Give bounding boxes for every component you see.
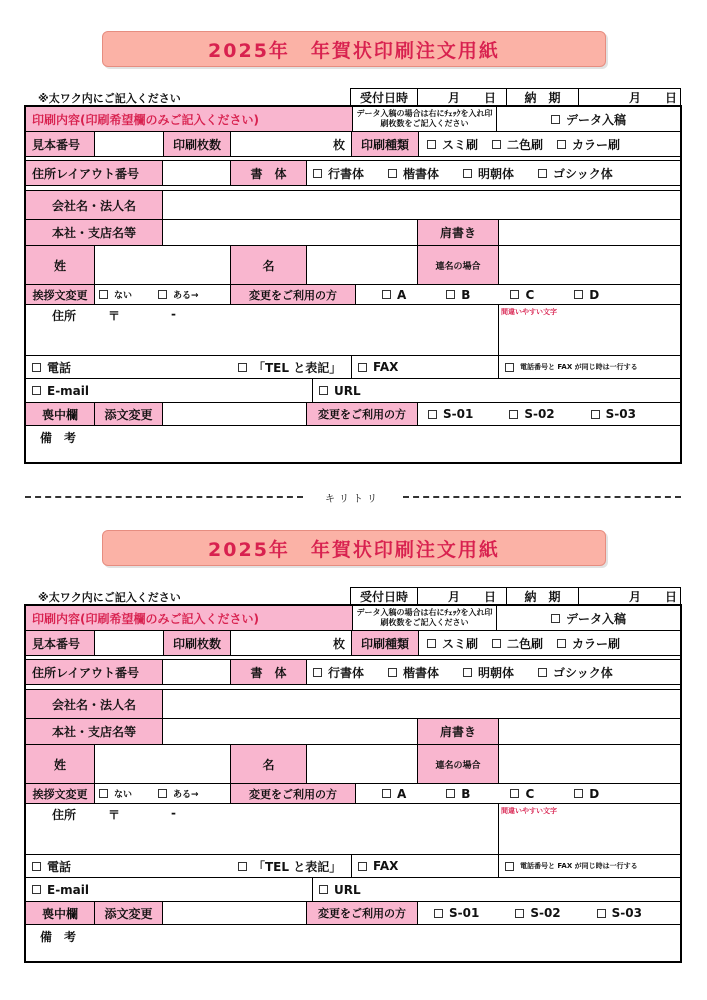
- checkbox[interactable]: [591, 410, 600, 419]
- checkbox[interactable]: [428, 410, 437, 419]
- print-type-sumi[interactable]: スミ刷: [427, 635, 478, 652]
- print-count-field[interactable]: [230, 630, 352, 656]
- data-submission-text: データ入稿: [565, 112, 626, 127]
- tel-notation-option[interactable]: 「TEL と表記」: [238, 359, 341, 376]
- mourning-s01[interactable]: S-01: [428, 407, 473, 421]
- sample-no-label: 見本番号: [25, 630, 95, 656]
- data-submission-option[interactable]: [496, 106, 681, 132]
- checkbox[interactable]: [319, 386, 328, 395]
- joint-name-label: 連名の場合: [417, 744, 499, 784]
- font-gyosho[interactable]: 行書体: [313, 664, 364, 681]
- joint-name-field[interactable]: [498, 744, 681, 784]
- font-gothic[interactable]: ゴシック体: [538, 664, 613, 681]
- surname-field[interactable]: [94, 744, 231, 784]
- checkbox[interactable]: [510, 290, 519, 299]
- checkbox[interactable]: [32, 386, 41, 395]
- checkbox[interactable]: [238, 363, 247, 372]
- mourning-s01[interactable]: S-01: [434, 906, 479, 920]
- fax-option[interactable]: FAX: [358, 859, 398, 873]
- address-label: 住所: [52, 309, 77, 323]
- address-field[interactable]: [25, 304, 499, 356]
- month-label: 月: [629, 589, 642, 604]
- mourning-options: [417, 402, 681, 426]
- font-kaisho[interactable]: 楷書体: [388, 165, 439, 182]
- print-type-color[interactable]: カラー刷: [557, 635, 620, 652]
- phone-option[interactable]: 電話: [32, 359, 71, 376]
- surname-label: 姓: [25, 744, 95, 784]
- remarks-label: 備 考: [40, 431, 77, 445]
- font-kaisho[interactable]: 楷書体: [388, 664, 439, 681]
- font-mincho[interactable]: 明朝体: [463, 165, 514, 182]
- data-submission-checkbox[interactable]: [551, 614, 560, 623]
- checkbox[interactable]: [388, 668, 397, 677]
- font-label: 書 体: [230, 659, 307, 685]
- same-number-option[interactable]: 電話番号と FAX が同じ時は一行する: [505, 861, 638, 871]
- mourning-s03[interactable]: S-03: [597, 906, 642, 920]
- greeting-no[interactable]: ない: [99, 288, 132, 301]
- checkbox[interactable]: [427, 639, 436, 648]
- fax-field[interactable]: [351, 854, 499, 878]
- checkbox[interactable]: [492, 140, 501, 149]
- mourning-label: 喪中欄: [25, 901, 95, 925]
- confusing-chars-label: 間違いやすい文字: [501, 807, 557, 815]
- font-label: 書 体: [230, 160, 307, 186]
- fax-field[interactable]: [351, 355, 499, 379]
- day-label: 日: [665, 589, 678, 604]
- given-name-field[interactable]: [306, 744, 418, 784]
- remarks-field[interactable]: [25, 924, 681, 962]
- checkbox[interactable]: [238, 862, 247, 871]
- fax-option[interactable]: FAX: [358, 360, 398, 374]
- checkbox[interactable]: [515, 909, 524, 918]
- order-form-upper: [0, 0, 707, 470]
- email-option[interactable]: E-mail: [32, 883, 89, 897]
- text-change-field[interactable]: [162, 901, 307, 925]
- company-label: 会社名・法人名: [25, 190, 163, 220]
- given-name-label: 名: [230, 744, 307, 784]
- email-field[interactable]: [25, 378, 313, 403]
- checkbox[interactable]: [574, 789, 583, 798]
- layout-no-field[interactable]: [162, 659, 231, 685]
- checkbox[interactable]: [382, 290, 391, 299]
- cut-line-dash-right: [403, 496, 681, 498]
- greeting-yes[interactable]: ある→: [158, 787, 199, 800]
- print-type-options: [418, 131, 681, 157]
- form-title: 2025年 年賀状印刷注文用紙: [102, 31, 606, 67]
- text-change-label: 添文変更: [94, 402, 163, 426]
- checkbox[interactable]: [538, 169, 547, 178]
- postal-dash: -: [171, 307, 176, 321]
- greeting-a[interactable]: A: [382, 288, 406, 302]
- greeting-a[interactable]: A: [382, 787, 406, 801]
- reception-date-field[interactable]: [417, 587, 507, 605]
- branch-label: 本社・支店名等: [25, 718, 163, 745]
- confusing-chars-field[interactable]: [498, 803, 681, 855]
- greeting-no[interactable]: ない: [99, 787, 132, 800]
- given-name-label: 名: [230, 245, 307, 285]
- address-label: 住所: [52, 808, 77, 822]
- checkbox[interactable]: [557, 639, 566, 648]
- print-count-label: 印刷枚数: [163, 630, 231, 656]
- checkbox[interactable]: [597, 909, 606, 918]
- checkbox[interactable]: [510, 789, 519, 798]
- branch-field[interactable]: [162, 219, 418, 246]
- same-number-field[interactable]: [498, 854, 681, 878]
- print-count-label: 印刷枚数: [163, 131, 231, 157]
- remarks-field[interactable]: [25, 425, 681, 463]
- reception-date-label: 受付日時: [350, 88, 418, 106]
- day-label: 日: [484, 589, 497, 604]
- mourning-use-label: 変更をご利用の方: [306, 901, 418, 925]
- url-field[interactable]: [312, 877, 681, 902]
- print-type-label: 印刷種類: [351, 131, 419, 157]
- email-option[interactable]: E-mail: [32, 384, 89, 398]
- layout-no-label: 住所レイアウト番号: [25, 160, 163, 186]
- day-label: 日: [484, 90, 497, 105]
- data-submission-option[interactable]: [496, 605, 681, 631]
- print-type-twocolor[interactable]: 二色刷: [492, 136, 543, 153]
- job-title-label: 肩書き: [417, 718, 499, 745]
- checkbox[interactable]: [32, 862, 41, 871]
- checkbox[interactable]: [557, 140, 566, 149]
- joint-name-field[interactable]: [498, 245, 681, 285]
- confusing-chars-label: 間違いやすい文字: [501, 308, 557, 316]
- checkbox[interactable]: [505, 363, 514, 372]
- sample-no-field[interactable]: [94, 131, 164, 157]
- mourning-use-label: 変更をご利用の方: [306, 402, 418, 426]
- given-name-field[interactable]: [306, 245, 418, 285]
- text-change-field[interactable]: [162, 402, 307, 426]
- delivery-date-field[interactable]: [578, 88, 681, 106]
- greeting-d[interactable]: D: [574, 288, 599, 302]
- greeting-b[interactable]: B: [446, 787, 470, 801]
- checkbox[interactable]: [32, 363, 41, 372]
- greeting-c[interactable]: C: [510, 787, 534, 801]
- text-change-label: 添文変更: [94, 901, 163, 925]
- checkbox[interactable]: [434, 909, 443, 918]
- print-type-twocolor[interactable]: 二色刷: [492, 635, 543, 652]
- data-submission-checkbox[interactable]: [551, 115, 560, 124]
- checkbox[interactable]: [32, 885, 41, 894]
- delivery-date-field[interactable]: [578, 587, 681, 605]
- form-title: 2025年 年賀状印刷注文用紙: [102, 530, 606, 566]
- cut-line-dash-left: [25, 496, 303, 498]
- postal-dash: -: [171, 806, 176, 820]
- instruction-text: ※太ワク内にご記入ください: [38, 92, 181, 105]
- surname-label: 姓: [25, 245, 95, 285]
- instruction-text: ※太ワク内にご記入ください: [38, 591, 181, 604]
- checkbox[interactable]: [319, 885, 328, 894]
- reception-date-label: 受付日時: [350, 587, 418, 605]
- delivery-label: 納 期: [506, 88, 579, 106]
- checkbox[interactable]: [388, 169, 397, 178]
- checkbox[interactable]: [358, 862, 367, 871]
- reception-date-field[interactable]: [417, 88, 507, 106]
- layout-no-field[interactable]: [162, 160, 231, 186]
- greeting-change-label: 挨拶文変更: [25, 783, 95, 804]
- order-form-lower: [0, 499, 707, 969]
- checkbox[interactable]: [505, 862, 514, 871]
- checkbox[interactable]: [574, 290, 583, 299]
- checkbox[interactable]: [509, 410, 518, 419]
- month-label: 月: [448, 90, 461, 105]
- job-title-field[interactable]: [498, 219, 681, 246]
- confusing-chars-field[interactable]: [498, 304, 681, 356]
- greeting-change-label: 挨拶文変更: [25, 284, 95, 305]
- same-number-option[interactable]: 電話番号と FAX が同じ時は一行する: [505, 362, 638, 372]
- phone-option[interactable]: 電話: [32, 858, 71, 875]
- font-gothic[interactable]: ゴシック体: [538, 165, 613, 182]
- checkbox[interactable]: [158, 789, 167, 798]
- greeting-d[interactable]: D: [574, 787, 599, 801]
- print-type-sumi[interactable]: スミ刷: [427, 136, 478, 153]
- greeting-yes[interactable]: ある→: [158, 288, 199, 301]
- checkbox[interactable]: [427, 140, 436, 149]
- day-label: 日: [665, 90, 678, 105]
- job-title-label: 肩書き: [417, 219, 499, 246]
- phone-field[interactable]: [25, 355, 352, 379]
- postal-mark: 〒: [108, 309, 121, 323]
- company-field[interactable]: [162, 689, 681, 719]
- print-content-label: 印刷内容(印刷希望欄のみご記入ください): [25, 605, 353, 631]
- checkbox[interactable]: [313, 668, 322, 677]
- mourning-s02[interactable]: S-02: [509, 407, 554, 421]
- surname-field[interactable]: [94, 245, 231, 285]
- checkbox[interactable]: [492, 639, 501, 648]
- postal-mark: 〒: [108, 808, 121, 822]
- font-gyosho[interactable]: 行書体: [313, 165, 364, 182]
- font-options: [306, 659, 681, 685]
- print-type-label: 印刷種類: [351, 630, 419, 656]
- font-mincho[interactable]: 明朝体: [463, 664, 514, 681]
- mourning-s02[interactable]: S-02: [515, 906, 560, 920]
- greeting-c[interactable]: C: [510, 288, 534, 302]
- checkbox[interactable]: [313, 169, 322, 178]
- greeting-options: [355, 783, 681, 804]
- remarks-label: 備 考: [40, 930, 77, 944]
- checkbox[interactable]: [99, 290, 108, 299]
- sample-no-field[interactable]: [94, 630, 164, 656]
- checkbox[interactable]: [158, 290, 167, 299]
- address-field[interactable]: [25, 803, 499, 855]
- checkbox[interactable]: [538, 668, 547, 677]
- checkbox[interactable]: [463, 668, 472, 677]
- greeting-b[interactable]: B: [446, 288, 470, 302]
- checkbox[interactable]: [446, 789, 455, 798]
- data-submission-note: データ入稿の場合は右にﾁｪｯｸを入れ印刷枚数をご記入ください: [352, 106, 497, 132]
- sheets-unit: 枚: [332, 636, 345, 651]
- greeting-use-label: 変更をご利用の方: [230, 284, 356, 305]
- url-option[interactable]: URL: [319, 883, 361, 897]
- branch-label: 本社・支店名等: [25, 219, 163, 246]
- branch-field[interactable]: [162, 718, 418, 745]
- print-content-label: 印刷内容(印刷希望欄のみご記入ください): [25, 106, 353, 132]
- month-label: 月: [629, 90, 642, 105]
- url-field[interactable]: [312, 378, 681, 403]
- email-field[interactable]: [25, 877, 313, 902]
- print-type-color[interactable]: カラー刷: [557, 136, 620, 153]
- checkbox[interactable]: [358, 363, 367, 372]
- checkbox[interactable]: [382, 789, 391, 798]
- sample-no-label: 見本番号: [25, 131, 95, 157]
- greeting-change-options: [94, 284, 231, 305]
- month-label: 月: [448, 589, 461, 604]
- print-type-options: [418, 630, 681, 656]
- joint-name-label: 連名の場合: [417, 245, 499, 285]
- same-number-field[interactable]: [498, 355, 681, 379]
- data-submission-text: データ入稿: [565, 611, 626, 626]
- print-count-field[interactable]: [230, 131, 352, 157]
- checkbox[interactable]: [99, 789, 108, 798]
- layout-no-label: 住所レイアウト番号: [25, 659, 163, 685]
- company-label: 会社名・法人名: [25, 689, 163, 719]
- font-options: [306, 160, 681, 186]
- mourning-s03[interactable]: S-03: [591, 407, 636, 421]
- url-option[interactable]: URL: [319, 384, 361, 398]
- delivery-label: 納 期: [506, 587, 579, 605]
- phone-field[interactable]: [25, 854, 352, 878]
- greeting-change-options: [94, 783, 231, 804]
- job-title-field[interactable]: [498, 718, 681, 745]
- greeting-options: [355, 284, 681, 305]
- cut-line-label: キリトリ: [325, 493, 381, 505]
- data-submission-note: データ入稿の場合は右にﾁｪｯｸを入れ印刷枚数をご記入ください: [352, 605, 497, 631]
- tel-notation-option[interactable]: 「TEL と表記」: [238, 858, 341, 875]
- checkbox[interactable]: [446, 290, 455, 299]
- company-field[interactable]: [162, 190, 681, 220]
- greeting-use-label: 変更をご利用の方: [230, 783, 356, 804]
- mourning-options: [417, 901, 681, 925]
- sheets-unit: 枚: [332, 137, 345, 152]
- checkbox[interactable]: [463, 169, 472, 178]
- mourning-label: 喪中欄: [25, 402, 95, 426]
